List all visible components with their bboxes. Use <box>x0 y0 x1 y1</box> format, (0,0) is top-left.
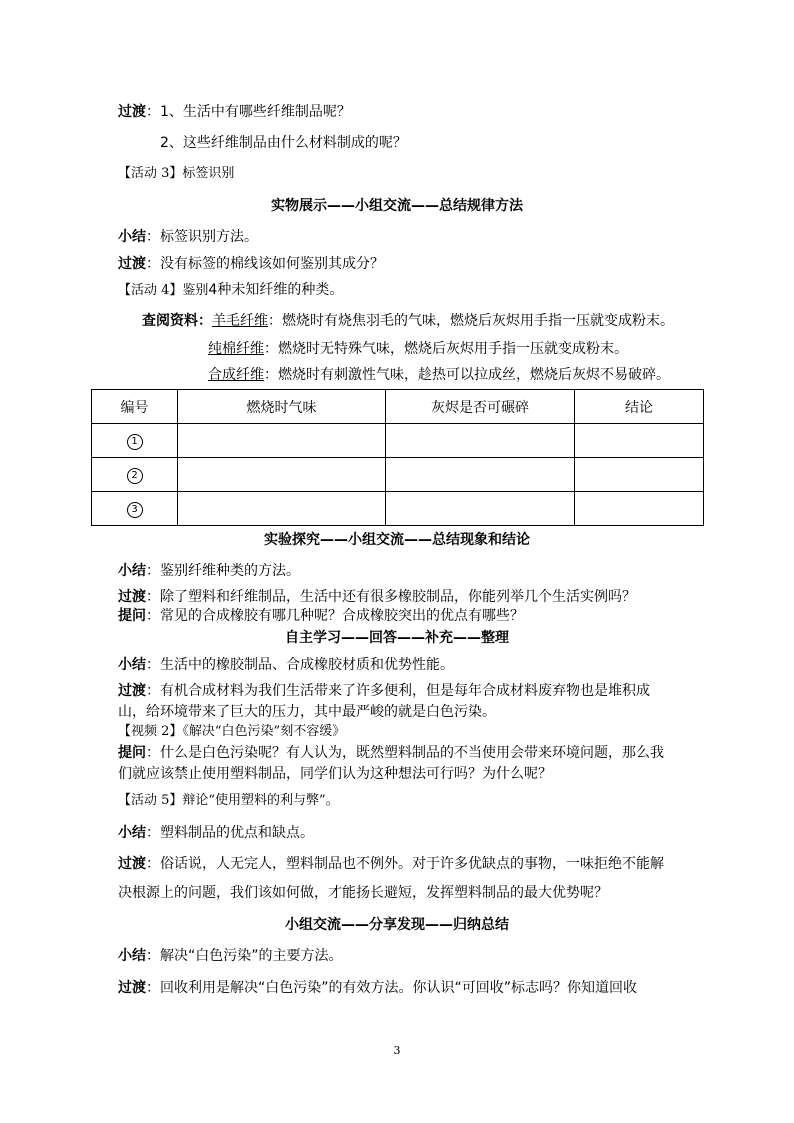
fiber-name-wool: 羊毛纤维 <box>212 313 268 329</box>
label-question: 提问 <box>118 608 146 624</box>
row-number: 1 <box>127 434 143 450</box>
fiber-name-cotton: 纯棉纤维 <box>208 341 264 357</box>
text: ：鉴别纤维种类的方法。 <box>146 563 300 579</box>
text: 【视频 2】《解决“白色污染”刻不容缓》 <box>118 724 346 739</box>
header-conclusion: 结论 <box>575 390 704 424</box>
heading-3: 自主学习——回答——补充——整理 <box>285 630 509 646</box>
header-ash: 灰烬是否可碾碎 <box>386 390 575 424</box>
text: ：俗话说，人无完人，塑料制品也不例外。对于许多优缺点的事物，一味拒绝不能解 <box>146 856 664 872</box>
label-summary: 小结 <box>118 563 146 579</box>
table-header-row <box>92 390 704 424</box>
table-row <box>92 424 704 458</box>
reference-2 <box>208 341 628 358</box>
label-transition: 过渡 <box>118 104 146 120</box>
line-activity-3 <box>118 166 234 182</box>
line-summary-2 <box>118 563 300 580</box>
text: ：回收利用是解决“白色污染”的有效方法。你认识“可回收”标志吗？你知道回收 <box>146 980 638 996</box>
cell-ash <box>386 424 575 458</box>
row-number: 3 <box>127 502 143 518</box>
text: 【活动 5】辩论“使用塑料的利与弊”。 <box>118 793 339 808</box>
text: ：什么是白色污染呢？有人认为，既然塑料制品的不当使用会带来环境问题，那么我 <box>146 745 664 761</box>
line-transition-4-cont <box>118 704 496 721</box>
text: 山，给环境带来了巨大的压力，其中最严峻的就是白色污染。 <box>118 704 496 720</box>
text: 种未知纤维的种类。 <box>217 282 344 298</box>
label-transition: 过渡 <box>118 256 146 272</box>
line-transition-2 <box>118 256 384 273</box>
line-transition-6 <box>118 980 637 997</box>
text: 2、这些纤维制品由什么材料制成的呢？ <box>160 135 407 151</box>
label-transition: 过渡 <box>118 589 146 605</box>
text: ：1、生活中有哪些纤维制品呢？ <box>146 104 351 120</box>
text-number: 4 <box>208 282 218 298</box>
cell-odor <box>178 458 386 492</box>
line-question-2 <box>160 135 407 152</box>
text: ：标签识别方法。 <box>146 229 258 245</box>
text: ：常见的合成橡胶有哪几种呢？合成橡胶突出的优点有哪些？ <box>146 608 524 624</box>
line-summary-5 <box>118 948 343 965</box>
label-transition: 过渡 <box>118 980 146 996</box>
text: 【活动 4】鉴别 <box>118 283 209 298</box>
cell-ash <box>386 492 575 526</box>
heading-1: 实物展示——小组交流——总结规律方法 <box>271 198 523 214</box>
line-summary-1 <box>118 229 258 246</box>
line-summary-4 <box>118 825 314 842</box>
reference-3 <box>208 367 670 384</box>
line-transition-4 <box>118 683 650 700</box>
text: 【活动 3】标签识别 <box>118 166 235 181</box>
cell-conclusion <box>575 424 704 458</box>
label-summary: 小结 <box>118 948 146 964</box>
line-question-4-cont <box>118 766 552 783</box>
label-transition: 过渡 <box>118 683 146 699</box>
text: ：除了塑料和纤维制品，生活中还有很多橡胶制品，你能列举几个生活实例吗？ <box>146 589 636 605</box>
table-row <box>92 492 704 526</box>
line-activity-4 <box>118 282 343 299</box>
fiber-name-synthetic: 合成纤维 <box>208 367 264 383</box>
text: ：燃烧时有烧焦羽毛的气味，燃烧后灰烬用手指一压就变成粉末。 <box>268 313 674 329</box>
label-transition: 过渡 <box>118 856 146 872</box>
label-summary: 小结 <box>118 229 146 245</box>
cell-conclusion <box>575 492 704 526</box>
fiber-identification-table <box>91 389 704 526</box>
text: ：燃烧时无特殊气味，燃烧后灰烬用手指一压就变成粉末。 <box>264 341 628 357</box>
line-question-4 <box>118 745 664 762</box>
text: ：塑料制品的优点和缺点。 <box>146 825 314 841</box>
header-id: 编号 <box>92 390 178 424</box>
cell-odor <box>178 424 386 458</box>
text: 们就应该禁止使用塑料制品，同学们认为这种想法可行吗？为什么呢？ <box>118 766 552 782</box>
text: ：有机合成材料为我们生活带来了许多便利，但是每年合成材料废弃物也是堆积成 <box>146 683 650 699</box>
line-transition-1 <box>118 104 351 121</box>
line-transition-3 <box>118 589 636 606</box>
line-transition-5 <box>118 856 664 873</box>
line-question-3 <box>118 608 524 625</box>
line-transition-5-cont <box>118 885 608 902</box>
label-summary: 小结 <box>118 657 146 673</box>
cell-ash <box>386 458 575 492</box>
text: 决根源上的问题，我们该如何做，才能扬长避短，发挥塑料制品的最大优势呢？ <box>118 885 608 901</box>
table-row <box>92 458 704 492</box>
reference-1 <box>142 313 674 330</box>
header-odor: 燃烧时气味 <box>178 390 386 424</box>
label-question: 提问 <box>118 745 146 761</box>
heading-2: 实验探究——小组交流——总结现象和结论 <box>264 532 530 548</box>
text: ：解决“白色污染”的主要方法。 <box>146 948 343 964</box>
line-summary-3 <box>118 657 454 674</box>
cell-conclusion <box>575 458 704 492</box>
line-video-2 <box>118 724 345 740</box>
text: ：没有标签的棉线该如何鉴别其成分？ <box>146 256 384 272</box>
cell-odor <box>178 492 386 526</box>
heading-4: 小组交流——分享发现——归纳总结 <box>285 917 509 933</box>
label-reference: 查阅资料： <box>142 313 212 329</box>
page-number: 3 <box>393 1044 401 1057</box>
row-number: 2 <box>127 468 143 484</box>
text: ：燃烧时有刺激性气味，趁热可以拉成丝，燃烧后灰烬不易破碎。 <box>264 367 670 383</box>
line-activity-5 <box>118 793 339 809</box>
text: ：生活中的橡胶制品、合成橡胶材质和优势性能。 <box>146 657 454 673</box>
label-summary: 小结 <box>118 825 146 841</box>
